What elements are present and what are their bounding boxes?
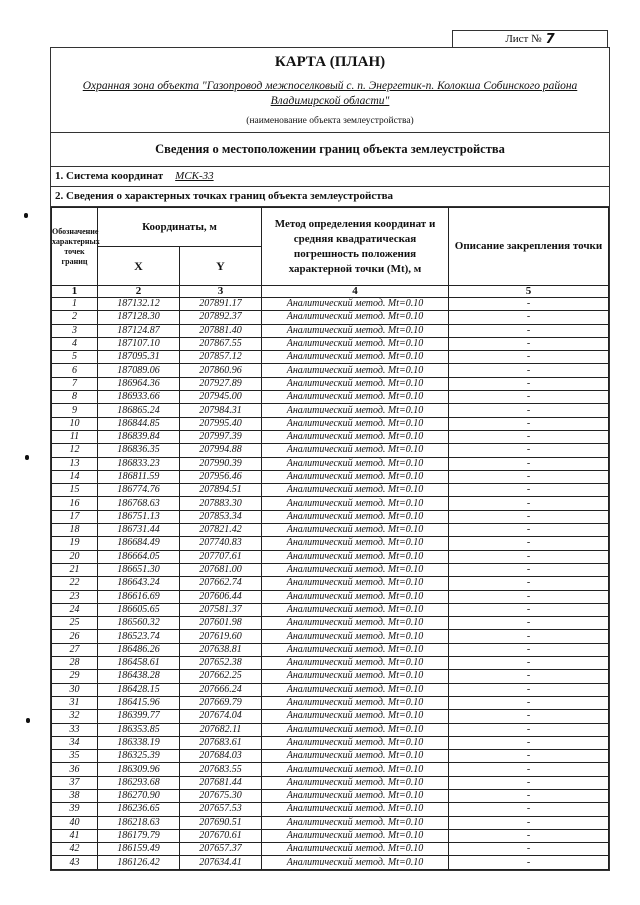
x-coordinate-cell: 186560.32 [98,617,180,630]
method-cell: Аналитический метод. Mt=0.10 [262,657,449,670]
header-point-designation: Обозначение характерных точек границ [52,208,98,286]
point-number-cell: 35 [52,750,98,763]
method-cell: Аналитический метод. Mt=0.10 [262,816,449,829]
description-cell: - [449,430,609,443]
y-coordinate-cell: 207683.55 [180,763,262,776]
y-coordinate-cell: 207674.04 [180,710,262,723]
description-cell: - [449,457,609,470]
y-coordinate-cell: 207681.44 [180,776,262,789]
y-coordinate-cell: 207707.61 [180,550,262,563]
point-number-cell: 20 [52,550,98,563]
point-number-cell: 34 [52,736,98,749]
header-y: Y [180,247,262,286]
y-coordinate-cell: 207984.31 [180,404,262,417]
x-coordinate-cell: 186218.63 [98,816,180,829]
description-cell: - [449,377,609,390]
point-number-cell: 28 [52,657,98,670]
description-cell: - [449,351,609,364]
y-coordinate-cell: 207857.12 [180,351,262,364]
x-coordinate-cell: 186811.59 [98,470,180,483]
point-number-cell: 30 [52,683,98,696]
column-number: 1 [52,286,98,298]
x-coordinate-cell: 186523.74 [98,630,180,643]
y-coordinate-cell: 207997.39 [180,430,262,443]
y-coordinate-cell: 207883.30 [180,497,262,510]
point-number-cell: 23 [52,590,98,603]
table-row [52,484,609,497]
point-number-cell: 9 [52,404,98,417]
table-row [52,470,609,483]
header-coordinates: Координаты, м [98,208,262,247]
description-cell: - [449,856,609,869]
y-coordinate-cell: 207657.53 [180,803,262,816]
description-cell: - [449,736,609,749]
table-row [52,510,609,523]
column-number: 4 [262,286,449,298]
point-number-cell: 21 [52,563,98,576]
binding-hole-mark [25,455,29,460]
y-coordinate-cell: 207638.81 [180,643,262,656]
point-number-cell: 43 [52,856,98,869]
description-cell: - [449,776,609,789]
y-coordinate-cell: 207666.24 [180,683,262,696]
point-number-cell: 29 [52,670,98,683]
y-coordinate-cell: 207670.61 [180,829,262,842]
y-coordinate-cell: 207683.61 [180,736,262,749]
points-table-body [52,298,609,870]
section-title: Сведения о местоположении границ объекта землеустройства [51,133,609,167]
x-coordinate-cell: 186309.96 [98,763,180,776]
y-coordinate-cell: 207684.03 [180,750,262,763]
method-cell: Аналитический метод. Mt=0.10 [262,856,449,869]
point-number-cell: 25 [52,617,98,630]
x-coordinate-cell: 186159.49 [98,843,180,856]
point-number-cell: 26 [52,630,98,643]
x-coordinate-cell: 186964.36 [98,377,180,390]
description-cell: - [449,630,609,643]
point-number-cell: 1 [52,298,98,311]
x-coordinate-cell: 186399.77 [98,710,180,723]
document-frame [50,47,610,871]
y-coordinate-cell: 207581.37 [180,603,262,616]
method-cell: Аналитический метод. Mt=0.10 [262,577,449,590]
method-cell: Аналитический метод. Mt=0.10 [262,617,449,630]
table-row [52,298,609,311]
point-number-cell: 7 [52,377,98,390]
table-row [52,683,609,696]
points-section-title-row [51,187,609,207]
point-number-cell: 5 [52,351,98,364]
x-coordinate-cell: 186486.26 [98,643,180,656]
point-number-cell: 39 [52,803,98,816]
x-coordinate-cell: 186616.69 [98,590,180,603]
table-row [52,404,609,417]
binding-hole-mark [26,718,30,723]
description-cell: - [449,723,609,736]
description-cell: - [449,789,609,802]
title-block [51,48,609,133]
method-cell: Аналитический метод. Mt=0.10 [262,324,449,337]
description-cell: - [449,484,609,497]
column-number: 3 [180,286,262,298]
method-cell: Аналитический метод. Mt=0.10 [262,590,449,603]
table-row [52,696,609,709]
x-coordinate-cell: 187124.87 [98,324,180,337]
point-number-cell: 22 [52,577,98,590]
point-number-cell: 15 [52,484,98,497]
header-x: X [98,247,180,286]
table-row [52,537,609,550]
header-description: Описание закрепления точки [449,208,609,286]
method-cell: Аналитический метод. Mt=0.10 [262,683,449,696]
x-coordinate-cell: 186236.65 [98,803,180,816]
description-cell: - [449,590,609,603]
method-cell: Аналитический метод. Mt=0.10 [262,763,449,776]
method-cell: Аналитический метод. Mt=0.10 [262,444,449,457]
description-cell: - [449,324,609,337]
table-row [52,843,609,856]
object-name-line-1: Охранная зона объекта "Газопровод межпоселковый с. п. Энергетик-п. Колокша Собинского района [82,80,578,92]
method-cell: Аналитический метод. Mt=0.10 [262,750,449,763]
table-row [52,524,609,537]
x-coordinate-cell: 186605.65 [98,603,180,616]
table-row [52,391,609,404]
description-cell: - [449,470,609,483]
method-cell: Аналитический метод. Mt=0.10 [262,537,449,550]
y-coordinate-cell: 207927.89 [180,377,262,390]
x-coordinate-cell: 186353.85 [98,723,180,736]
point-number-cell: 17 [52,510,98,523]
table-row [52,550,609,563]
x-coordinate-cell: 187095.31 [98,351,180,364]
y-coordinate-cell: 207892.37 [180,311,262,324]
table-row [52,657,609,670]
x-coordinate-cell: 186664.05 [98,550,180,563]
x-coordinate-cell: 186428.15 [98,683,180,696]
method-cell: Аналитический метод. Mt=0.10 [262,470,449,483]
table-row [52,789,609,802]
point-number-cell: 3 [52,324,98,337]
table-row [52,856,609,869]
y-coordinate-cell: 207740.83 [180,537,262,550]
y-coordinate-cell: 207994.88 [180,444,262,457]
y-coordinate-cell: 207894.51 [180,484,262,497]
description-cell: - [449,404,609,417]
table-row [52,776,609,789]
method-cell: Аналитический метод. Mt=0.10 [262,484,449,497]
binding-hole-mark [24,213,28,218]
x-coordinate-cell: 186768.63 [98,497,180,510]
method-cell: Аналитический метод. Mt=0.10 [262,789,449,802]
description-cell: - [449,670,609,683]
description-cell: - [449,510,609,523]
method-cell: Аналитический метод. Mt=0.10 [262,803,449,816]
x-coordinate-cell: 186774.76 [98,484,180,497]
x-coordinate-cell: 186933.66 [98,391,180,404]
table-row [52,723,609,736]
point-number-cell: 14 [52,470,98,483]
description-cell: - [449,617,609,630]
x-coordinate-cell: 186643.24 [98,577,180,590]
table-row [52,497,609,510]
method-cell: Аналитический метод. Mt=0.10 [262,510,449,523]
table-row [52,670,609,683]
point-number-cell: 32 [52,710,98,723]
y-coordinate-cell: 207652.38 [180,657,262,670]
y-coordinate-cell: 207867.55 [180,337,262,350]
x-coordinate-cell: 186438.28 [98,670,180,683]
method-cell: Аналитический метод. Mt=0.10 [262,843,449,856]
coordinate-system-value: МСК-33 [175,170,214,182]
x-coordinate-cell: 186833.23 [98,457,180,470]
point-number-cell: 37 [52,776,98,789]
description-cell: - [449,577,609,590]
x-coordinate-cell: 186651.30 [98,563,180,576]
description-cell: - [449,603,609,616]
description-cell: - [449,537,609,550]
method-cell: Аналитический метод. Mt=0.10 [262,603,449,616]
y-coordinate-cell: 207675.30 [180,789,262,802]
x-coordinate-cell: 186270.90 [98,789,180,802]
description-cell: - [449,696,609,709]
y-coordinate-cell: 207662.25 [180,670,262,683]
description-cell: - [449,444,609,457]
x-coordinate-cell: 186839.84 [98,430,180,443]
y-coordinate-cell: 207881.40 [180,324,262,337]
column-numbers-row [52,286,609,298]
point-number-cell: 8 [52,391,98,404]
y-coordinate-cell: 207606.44 [180,590,262,603]
x-coordinate-cell: 187089.06 [98,364,180,377]
column-number: 2 [98,286,180,298]
point-number-cell: 12 [52,444,98,457]
table-row [52,577,609,590]
point-number-cell: 42 [52,843,98,856]
x-coordinate-cell: 186415.96 [98,696,180,709]
table-row [52,630,609,643]
point-number-cell: 10 [52,417,98,430]
x-coordinate-cell: 187128.30 [98,311,180,324]
point-number-cell: 4 [52,337,98,350]
y-coordinate-cell: 207669.79 [180,696,262,709]
point-number-cell: 16 [52,497,98,510]
point-number-cell: 24 [52,603,98,616]
table-row [52,750,609,763]
x-coordinate-cell: 186126.42 [98,856,180,869]
description-cell: - [449,763,609,776]
table-row [52,311,609,324]
x-coordinate-cell: 186751.13 [98,510,180,523]
table-row [52,563,609,576]
point-number-cell: 36 [52,763,98,776]
table-row [52,417,609,430]
description-cell: - [449,364,609,377]
table-row [52,444,609,457]
y-coordinate-cell: 207634.41 [180,856,262,869]
x-coordinate-cell: 186458.61 [98,657,180,670]
method-cell: Аналитический метод. Mt=0.10 [262,524,449,537]
method-cell: Аналитический метод. Mt=0.10 [262,670,449,683]
point-number-cell: 6 [52,364,98,377]
y-coordinate-cell: 207891.17 [180,298,262,311]
table-row [52,763,609,776]
coordinate-system-row [51,167,609,187]
point-number-cell: 31 [52,696,98,709]
method-cell: Аналитический метод. Mt=0.10 [262,364,449,377]
table-row [52,803,609,816]
method-cell: Аналитический метод. Mt=0.10 [262,550,449,563]
points-table [51,207,609,870]
point-number-cell: 33 [52,723,98,736]
x-coordinate-cell: 186179.79 [98,829,180,842]
y-coordinate-cell: 207619.60 [180,630,262,643]
y-coordinate-cell: 207690.51 [180,816,262,829]
y-coordinate-cell: 207995.40 [180,417,262,430]
method-cell: Аналитический метод. Mt=0.10 [262,829,449,842]
y-coordinate-cell: 207662.74 [180,577,262,590]
method-cell: Аналитический метод. Mt=0.10 [262,630,449,643]
table-row [52,736,609,749]
method-cell: Аналитический метод. Mt=0.10 [262,430,449,443]
x-coordinate-cell: 186836.35 [98,444,180,457]
x-coordinate-cell: 186865.24 [98,404,180,417]
description-cell: - [449,843,609,856]
y-coordinate-cell: 207945.00 [180,391,262,404]
point-number-cell: 38 [52,789,98,802]
description-cell: - [449,311,609,324]
table-row [52,351,609,364]
y-coordinate-cell: 207681.00 [180,563,262,576]
point-number-cell: 40 [52,816,98,829]
object-name-line-2: Владимирской области" [270,95,390,107]
method-cell: Аналитический метод. Mt=0.10 [262,457,449,470]
table-row [52,816,609,829]
table-row [52,603,609,616]
description-cell: - [449,643,609,656]
table-row [52,590,609,603]
y-coordinate-cell: 207657.37 [180,843,262,856]
table-row [52,643,609,656]
description-cell: - [449,417,609,430]
description-cell: - [449,391,609,404]
method-cell: Аналитический метод. Mt=0.10 [262,643,449,656]
x-coordinate-cell: 187107.10 [98,337,180,350]
table-row [52,829,609,842]
method-cell: Аналитический метод. Mt=0.10 [262,404,449,417]
page-title: КАРТА (ПЛАН) [274,54,386,70]
method-cell: Аналитический метод. Mt=0.10 [262,337,449,350]
method-cell: Аналитический метод. Mt=0.10 [262,298,449,311]
points-section-title: 2. Сведения о характерных точках границ объекта землеустройства [55,190,394,202]
method-cell: Аналитический метод. Mt=0.10 [262,351,449,364]
table-row [52,364,609,377]
description-cell: - [449,524,609,537]
method-cell: Аналитический метод. Mt=0.10 [262,497,449,510]
table-row [52,337,609,350]
sheet-number-box [452,30,608,47]
method-cell: Аналитический метод. Mt=0.10 [262,710,449,723]
coordinate-system-label: 1. Система координат [55,170,164,182]
description-cell: - [449,337,609,350]
method-cell: Аналитический метод. Mt=0.10 [262,311,449,324]
description-cell: - [449,683,609,696]
method-cell: Аналитический метод. Mt=0.10 [262,736,449,749]
y-coordinate-cell: 207956.46 [180,470,262,483]
method-cell: Аналитический метод. Mt=0.10 [262,776,449,789]
point-number-cell: 13 [52,457,98,470]
table-row [52,430,609,443]
x-coordinate-cell: 186684.49 [98,537,180,550]
x-coordinate-cell: 187132.12 [98,298,180,311]
description-cell: - [449,563,609,576]
x-coordinate-cell: 186844.85 [98,417,180,430]
sheet-label: Лист № [505,33,542,45]
description-cell: - [449,657,609,670]
point-number-cell: 19 [52,537,98,550]
description-cell: - [449,497,609,510]
y-coordinate-cell: 207601.98 [180,617,262,630]
point-number-cell: 18 [52,524,98,537]
description-cell: - [449,803,609,816]
y-coordinate-cell: 207990.39 [180,457,262,470]
y-coordinate-cell: 207860.96 [180,364,262,377]
column-number: 5 [449,286,609,298]
x-coordinate-cell: 186731.44 [98,524,180,537]
description-cell: - [449,298,609,311]
table-row [52,457,609,470]
sheet-number: 7 [545,31,555,47]
description-cell: - [449,816,609,829]
method-cell: Аналитический метод. Mt=0.10 [262,696,449,709]
method-cell: Аналитический метод. Mt=0.10 [262,563,449,576]
y-coordinate-cell: 207853.34 [180,510,262,523]
method-cell: Аналитический метод. Mt=0.10 [262,377,449,390]
y-coordinate-cell: 207682.11 [180,723,262,736]
point-number-cell: 2 [52,311,98,324]
x-coordinate-cell: 186293.68 [98,776,180,789]
table-row [52,377,609,390]
table-row [52,617,609,630]
table-row [52,324,609,337]
method-cell: Аналитический метод. Mt=0.10 [262,723,449,736]
point-number-cell: 41 [52,829,98,842]
description-cell: - [449,750,609,763]
x-coordinate-cell: 186325.39 [98,750,180,763]
header-method: Метод определения координат и средняя квадратическая погрешность положения характерной точки (Mt), м [262,208,449,286]
point-number-cell: 11 [52,430,98,443]
x-coordinate-cell: 186338.19 [98,736,180,749]
y-coordinate-cell: 207821.42 [180,524,262,537]
description-cell: - [449,710,609,723]
point-number-cell: 27 [52,643,98,656]
object-name-caption: (наименование объекта землеустройства) [246,116,414,126]
description-cell: - [449,550,609,563]
method-cell: Аналитический метод. Mt=0.10 [262,391,449,404]
table-row [52,710,609,723]
method-cell: Аналитический метод. Mt=0.10 [262,417,449,430]
description-cell: - [449,829,609,842]
